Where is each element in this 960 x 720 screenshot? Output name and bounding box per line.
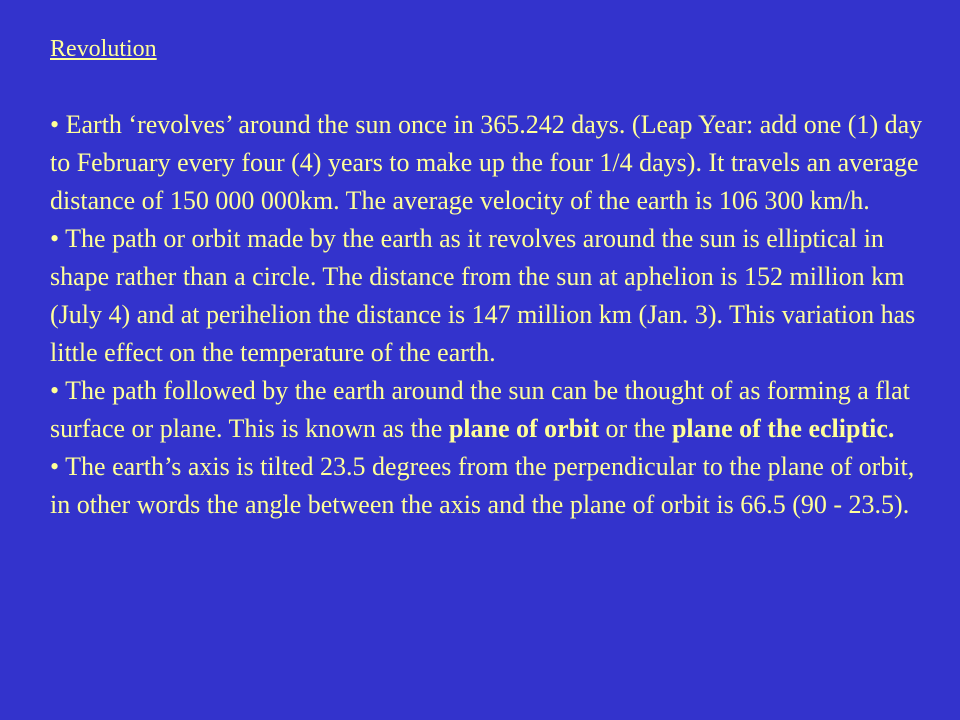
bullet-paragraph-1 [50,106,930,220]
term-plane-of-ecliptic: plane of the ecliptic. [671,414,895,443]
title-spacer [50,68,930,106]
paragraph-text: The earth’s axis is tilted 23.5 degrees from the perpendicular to the plane of orbit, in other words the angle between the axis and the plane of orbit is 66.5 (90 - 23.5). [50,452,915,519]
paragraph-text: The path or orbit made by the earth as it revolves around the sun is elliptical in shape rather than a circle. The distance from the sun at aphelion is 152 million km (July 4) and at perihelion the distance is 147 million km (Jan. 3). This variation has little effect on the temperature of the earth. [50,224,916,367]
bullet-marker: • [50,376,60,405]
term-plane-of-orbit: plane of orbit [448,414,600,443]
bullet-marker: • [50,110,60,139]
bullet-marker: • [50,452,60,481]
slide-title: Revolution [50,36,157,62]
paragraph-text: The path followed by the earth around the sun can be thought of as forming a flat surface or plane. This is known as the [50,376,910,443]
bullet-marker: • [50,224,60,253]
bullet-paragraph-3 [50,372,930,448]
bullet-paragraph-4 [50,448,930,524]
paragraph-text: Earth ‘revolves’ around the sun once in 365.242 days. (Leap Year: add one (1) day to February every four (4) years to make up the four 1/4 days). It travels an average distance of 150 000 000km. The average velocity of the earth is 106 300 km/h. [50,110,923,215]
slide-content [50,30,930,524]
bullet-paragraph-2 [50,220,930,372]
paragraph-text: or the [599,414,672,443]
